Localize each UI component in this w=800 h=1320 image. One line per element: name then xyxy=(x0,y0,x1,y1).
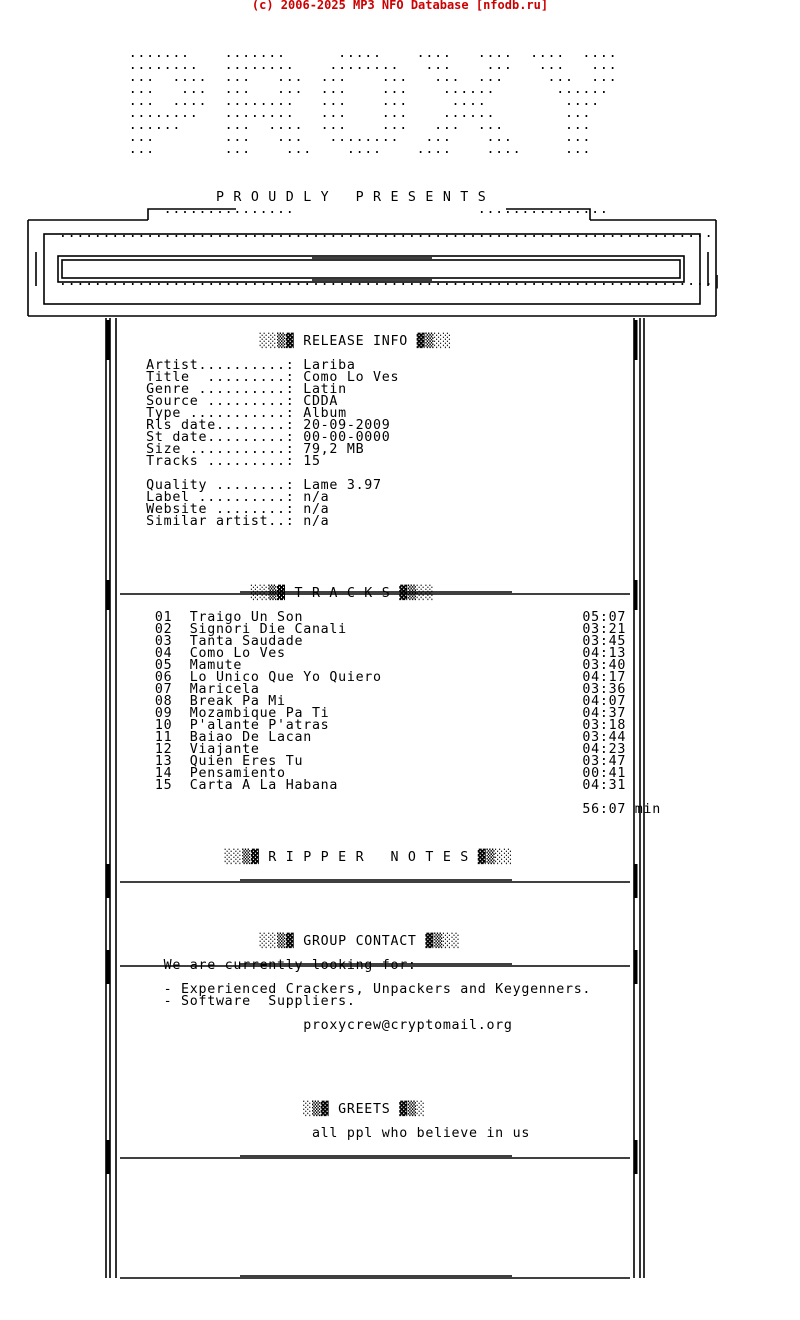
nfodb-header: (c) 2006-2025 MP3 NFO Database [nfodb.ru] xyxy=(251,0,549,12)
nfo-text: ....... ....... ..... .... .... .... .... ........ ........ ........ ... ... ... ... ... .... ... ... ... ... ... ... ... ... ... ... ... ... ... ... ...... ...... ... .... ........ ... ... .... .... ........ ........ ... ... ...... ... ...... ... .... ... ... ... ... ... ... ... ... ........ ... ... ... ... ... ... .... .... .... ... P R O U D L Y P R E S E N T S ............... ............... ........................................................................... ...........................................................................| ░░▒▓ RELEASE INFO ▓▒░░ Artist..........: Lariba Title .........: Como Lo Ves Genre ..........: Latin Source .........: CDDA Type ...........: Album Rls date........: 20-09-2009 St date.........: 00-00-0000 Size ...........: 79,2 MB Tracks .........: 15 Quality ........: Lame 3.97 Label ..........: n/a Website ........: n/a Similar artist..: n/a ░░▒▓ T R A C K S ▓▒░░ 01 Traigo Un Son 05:07 02 Signori Die Canali 03:21 03 Tanta Saudade 03:45 04 Como Lo Ves 04:13 05 Mamute 03:40 06 Lo Unico Que Yo Quiero 04:17 07 Maricela 03:36 08 Break Pa Mi 04:07 09 Mozambique Pa Ti 04:37 10 P'alante P'atras 03:18 11 Baiao De Lacan 03:44 12 Viajante 04:23 13 Quien Eres Tu 03:47 14 Pensamiento 00:41 15 Carta A La Habana 04:31 56:07 min ░░▒▓ R I P P E R N O T E S ▓▒░░ ░░▒▓ GROUP CONTACT ▓▒░░ We are currently looking for: - Experienced Crackers, Unpackers and Keygenners. - Software Suppliers. proxycrew@cryptomail.org ░▒▓ GREETS ▓▒░ all ppl who believe in us xyxy=(58,46,723,1141)
